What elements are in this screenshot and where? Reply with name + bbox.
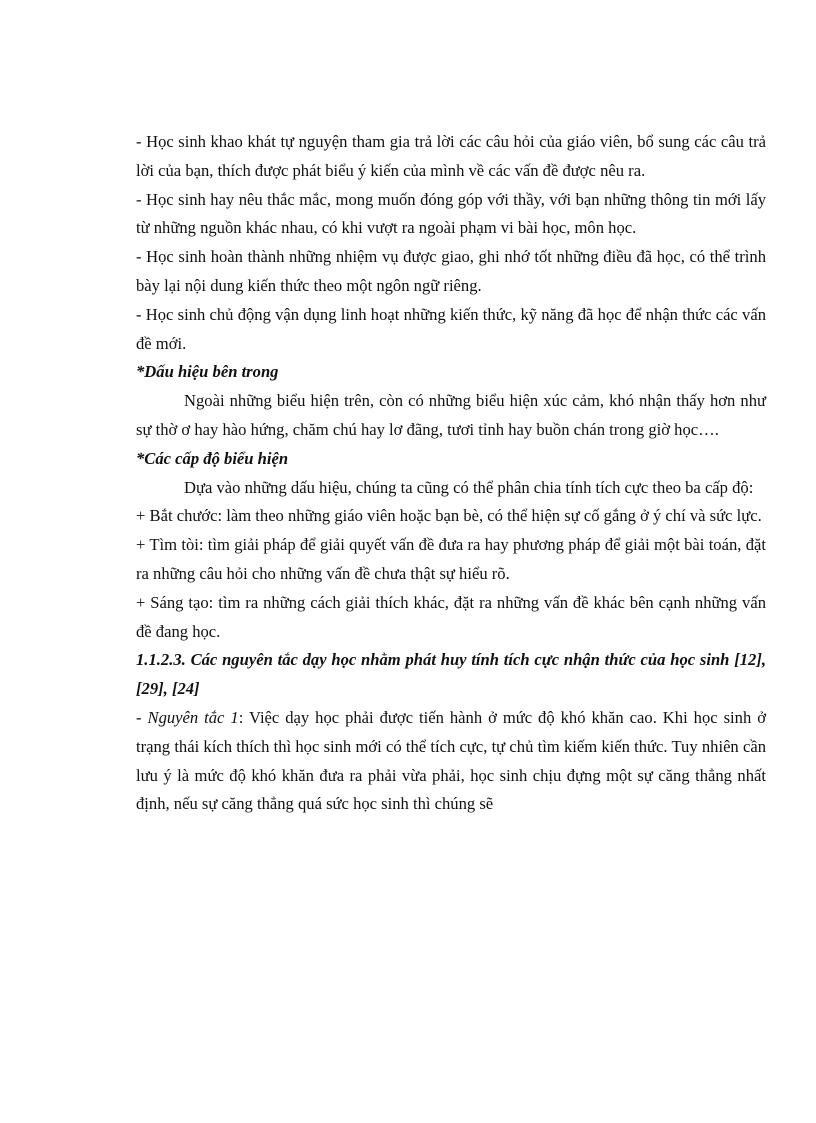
paragraph-10-prefix: -	[136, 707, 148, 727]
principle-label: Nguyên tắc 1	[147, 707, 239, 727]
paragraph-4: - Học sinh chủ động vận dụng linh hoạt những kiến thức, kỹ năng đã học để nhận thức các vấn đề mới.	[136, 304, 766, 353]
heading-levels: *Các cấp độ biểu hiện	[136, 448, 289, 468]
paragraph-7: + Bắt chước: làm theo những giáo viên hoặc bạn bè, có thể hiện sự cố gắng ở ý chí và sức lực.	[136, 506, 762, 526]
heading-inner-signs: *Dấu hiệu bên trong	[136, 362, 279, 382]
paragraph-6: Dựa vào những dấu hiệu, chúng ta cũng có thể phân chia tính tích cực theo ba cấp độ:	[184, 477, 754, 497]
paragraph-5: Ngoài những biểu hiện trên, còn có những biểu hiện xúc cảm, khó nhận thấy hơn như sự thờ ơ hay hào hứng, chăm chú hay lơ đãng, tươi tỉnh hay buồn chán trong giờ học….	[136, 391, 766, 439]
paragraph-10	[136, 704, 766, 819]
document-page	[136, 128, 766, 819]
paragraph-3: - Học sinh hoàn thành những nhiệm vụ được giao, ghi nhớ tốt những điều đã học, có thể trình bày lại nội dung kiến thức theo một ngôn ngữ riêng.	[136, 247, 766, 295]
paragraph-10-text: : Việc dạy học phải được tiến hành ở mức độ khó khăn cao. Khi học sinh ở trạng thái kích thích thì học sinh mới có thể tích cực, tự chủ tìm kiếm kiến thức. Tuy nhiên cần lưu ý là mức độ khó khăn đưa ra phải vừa phải, học sinh chịu đựng một sự căng thẳng nhất định, nếu sự căng thẳng quá sức học sinh thì chúng sẽ	[136, 707, 766, 814]
paragraph-9: + Sáng tạo: tìm ra những cách giải thích khác, đặt ra những vấn đề khác bên cạnh những vấn đề đang học.	[136, 592, 766, 641]
paragraph-1: - Học sinh khao khát tự nguyện tham gia trả lời các câu hỏi của giáo viên, bổ sung các câu trả lời của bạn, thích được phát biểu ý kiến của mình về các vấn đề được nêu ra.	[136, 132, 766, 180]
heading-section: 1.1.2.3. Các nguyên tắc dạy học nhằm phát huy tính tích cực nhận thức của học sinh [12], [29], [24]	[136, 650, 766, 699]
paragraph-2: - Học sinh hay nêu thắc mắc, mong muốn đóng góp với thầy, với bạn những thông tin mới lấy từ những nguồn khác nhau, có khi vượt ra ngoài phạm vi bài học, môn học.	[136, 189, 766, 238]
paragraph-8: + Tìm tòi: tìm giải pháp để giải quyết vấn đề đưa ra hay phương pháp để giải một bài toán, đặt ra những câu hỏi cho những vấn đề chưa thật sự hiểu rõ.	[136, 535, 766, 583]
